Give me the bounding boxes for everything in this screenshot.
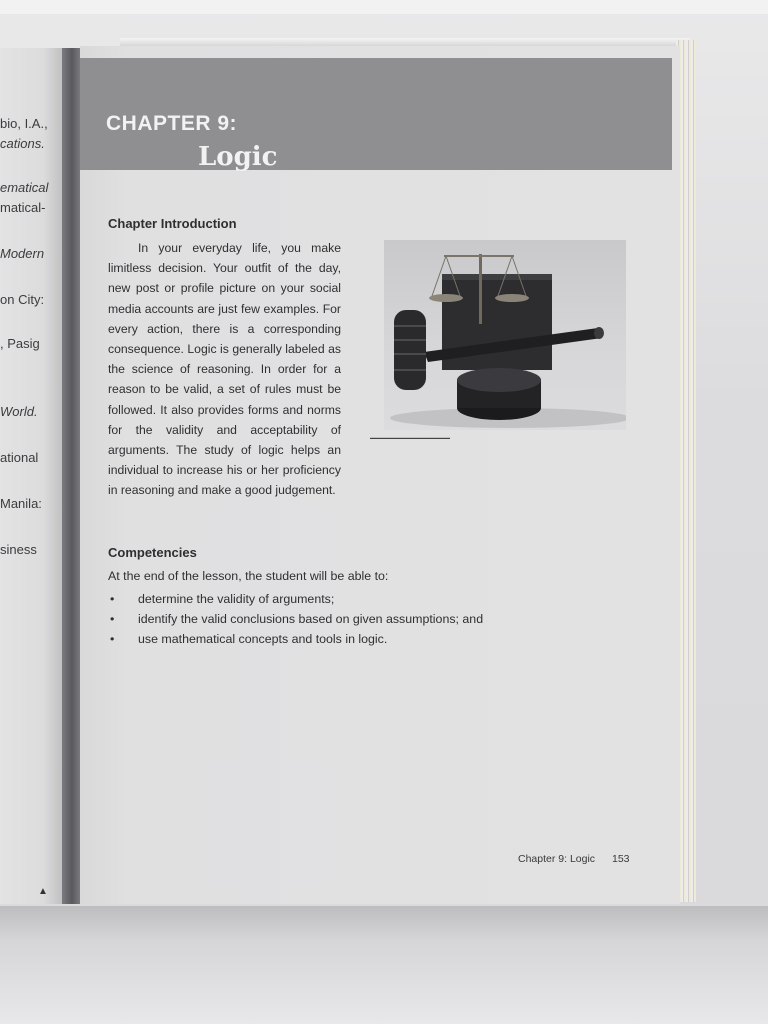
chapter-title: Logic [198,142,278,172]
left-page-fragment: matical- [0,200,46,215]
bullet-icon: • [110,632,115,646]
book-page [80,46,680,904]
bullet-icon: • [110,612,115,626]
left-page-fragment: cations. [0,136,45,151]
corner-mark-icon: ▲ [38,886,48,897]
competency-text: use mathematical concepts and tools in logic. [138,632,388,646]
photo-credit: ▬▬▬▬▬▬▬▬▬▬▬▬▬▬▬▬▬▬▬▬ [370,435,450,440]
page-number: 153 [612,853,630,865]
left-page-fragment: Manila: [0,496,42,511]
competencies-heading: Competencies [108,545,197,560]
left-page-fragment: siness [0,542,37,557]
left-page-fragment: ational [0,450,39,465]
scan-background-top [0,0,768,14]
scales-gavel-illustration [384,240,626,430]
left-page-fragment: bio, I.A., [0,116,48,131]
left-page-fragment: Modern [0,246,45,261]
left-page-fragment: ematical [0,180,49,195]
scales-and-gavel-photo [384,240,626,430]
competency-text: identify the valid conclusions based on given assumptions; and [138,612,484,626]
scan-background-bottom [0,906,768,1024]
left-page-fragment: on City: [0,292,45,307]
footer-chapter-label: Chapter 9: Logic [518,853,596,865]
list-item [108,632,483,652]
competencies-lead: At the end of the lesson, the student will be able to: [108,569,389,583]
competencies-list [108,592,483,652]
bullet-icon: • [110,592,115,606]
list-item [108,612,483,632]
left-page-fragment: , Pasig [0,336,40,351]
competency-text: determine the validity of arguments; [138,592,335,606]
introduction-paragraph: In your everyday life, you make limitless decision. Your outfit of the day, new post or profile picture on your social media accounts are just few examples. For every action, there is a corresponding consequence. Logic is generally labeled as the science of reasoning. In order for a reason to be valid, a set of rules must be followed. It also provides forms and norms for the validity and acceptability of arguments. The study of logic helps an individual to increase his or her proficiency in reasoning and make a good judgement. [108,241,341,498]
list-item [108,592,483,612]
left-page-fragment: World. [0,404,38,419]
introduction-heading: Chapter Introduction [108,216,237,231]
chapter-number-heading: CHAPTER 9: [106,112,238,135]
